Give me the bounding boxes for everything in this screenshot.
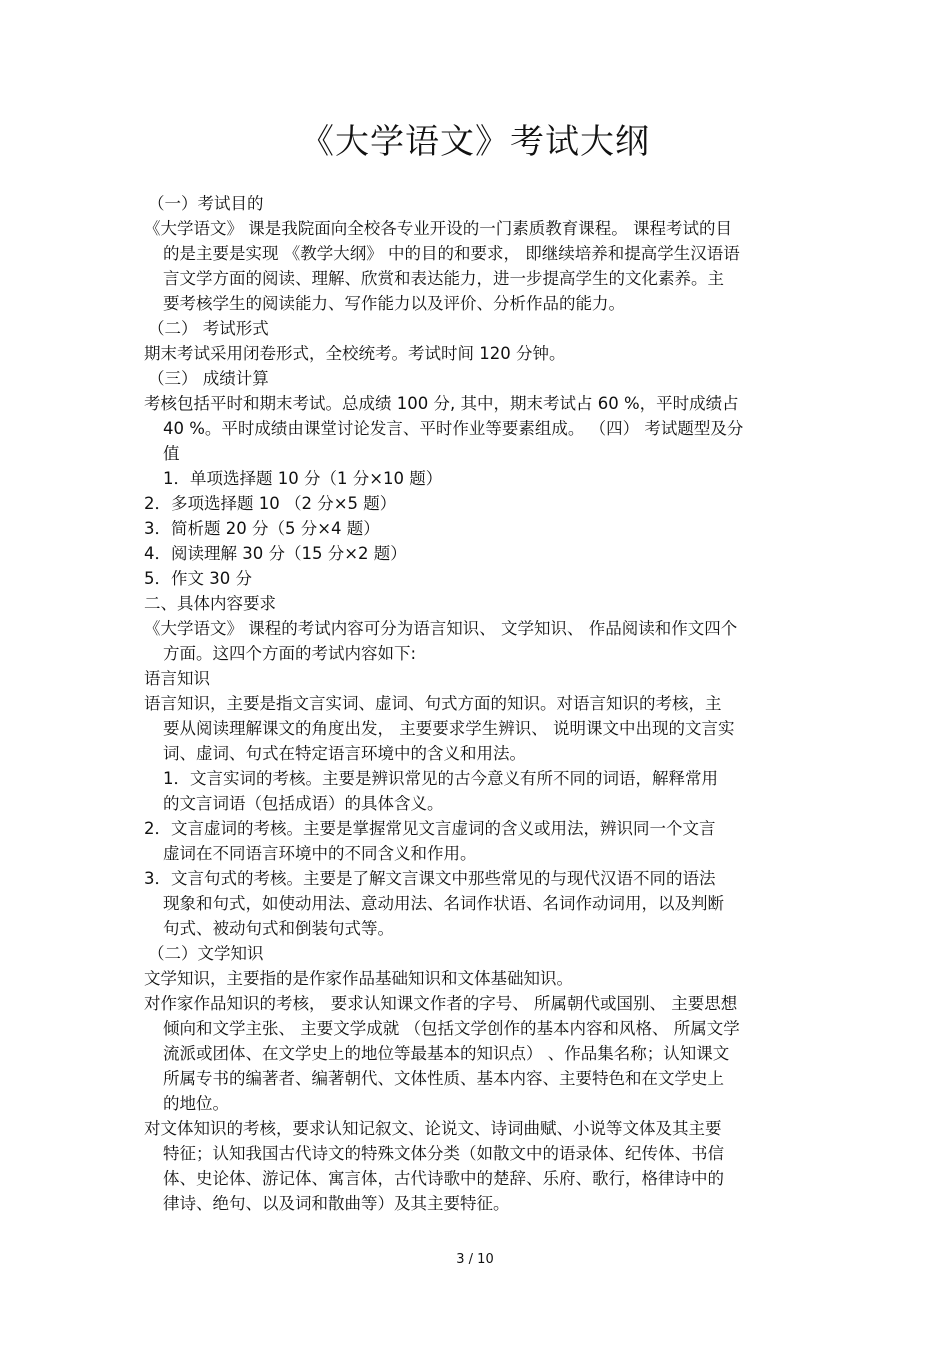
paragraph-line: 的地位。 [163,1094,229,1113]
section-heading: （一）考试目的 [148,194,264,213]
paragraph-line: 虚词在不同语言环境中的不同含义和作用。 [163,844,477,863]
paragraph-line: 对文体知识的考核，要求认知记叙文、论说文、诗词曲赋、小说等文体及其主要 [144,1119,722,1138]
page-number: 3 / 10 [456,1252,494,1267]
paragraph-line: 流派或团体、在文学史上的地位等最基本的知识点） 、作品集名称；认知课文 [163,1044,730,1063]
list-item: 2．文言虚词的考核。主要是掌握常见文言虚词的含义或用法，辨识同一个文言 [144,819,716,838]
paragraph-line: 《大学语文》 课是我院面向全校各专业开设的一门素质教育课程。 课程考试的目 [144,219,732,238]
paragraph-line: 所属专书的编著者、编著朝代、文体性质、基本内容、主要特色和在文学史上 [163,1069,724,1088]
paragraph-line: 句式、被动句式和倒装句式等。 [163,919,394,938]
paragraph-line: 倾向和文学主张、 主要文学成就 （包括文学创作的基本内容和风格、 所属文学 [163,1019,740,1038]
section-heading: 语言知识 [144,669,210,688]
paragraph-line: 的是主要是实现 《教学大纲》 中的目的和要求， 即继续培养和提高学生汉语语 [163,244,740,263]
paragraph-line: 词、虚词、句式在特定语言环境中的含义和用法。 [163,744,526,763]
paragraph-line: 期末考试采用闭卷形式，全校统考。考试时间 120 分钟。 [144,344,566,363]
list-item: 1．文言实词的考核。主要是辨识常见的古今意义有所不同的词语，解释常用 [163,769,718,788]
paragraph-line: 对作家作品知识的考核， 要求认知课文作者的字号、 所属朝代或国别、 主要思想 [144,994,738,1013]
list-item: 1．单项选择题 10 分（1 分×10 题） [163,469,443,488]
paragraph-line: 现象和句式，如使动用法、意动用法、名词作状语、名词作动词用，以及判断 [163,894,724,913]
section-heading: 二、具体内容要求 [144,594,276,613]
paragraph-line: 言文学方面的阅读、理解、欣赏和表达能力，进一步提高学生的文化素养。主 [163,269,724,288]
section-heading: （三） 成绩计算 [148,369,269,388]
list-item: 3．文言句式的考核。主要是了解文言课文中那些常见的与现代汉语不同的语法 [144,869,716,888]
paragraph-line: 语言知识，主要是指文言实词、虚词、句式方面的知识。对语言知识的考核，主 [144,694,722,713]
document-title: 《大学语文》考试大纲 [300,122,650,162]
list-item: 3．简析题 20 分（5 分×4 题） [144,519,380,538]
paragraph-line: 律诗、绝句、以及词和散曲等）及其主要特征。 [163,1194,510,1213]
list-item: 4．阅读理解 30 分（15 分×2 题） [144,544,407,563]
paragraph-line: 要从阅读理解课文的角度出发， 主要要求学生辨识、 说明课文中出现的文言实 [163,719,735,738]
list-item: 2．多项选择题 10 （2 分×5 题） [144,494,397,513]
paragraph-line: 《大学语文》 课程的考试内容可分为语言知识、 文学知识、 作品阅读和作文四个 [144,619,738,638]
paragraph-line: 考核包括平时和期末考试。总成绩 100 分, 其中，期末考试占 60 %，平时成绩占 [144,394,739,413]
paragraph-line: 方面。这四个方面的考试内容如下: [163,644,417,663]
paragraph-line: 体、史论体、游记体、寓言体，古代诗歌中的楚辞、乐府、歌行，格律诗中的 [163,1169,724,1188]
paragraph-line: 文学知识，主要指的是作家作品基础知识和文体基础知识。 [144,969,573,988]
section-heading: （二）文学知识 [148,944,264,963]
paragraph-line: 值 [163,444,180,463]
paragraph-line: 要考核学生的阅读能力、写作能力以及评价、分析作品的能力。 [163,294,625,313]
section-heading: （二） 考试形式 [148,319,269,338]
paragraph-line: 40 %。平时成绩由课堂讨论发言、平时作业等要素组成。 （四） 考试题型及分 [163,419,744,438]
paragraph-line: 特征；认知我国古代诗文的特殊文体分类（如散文中的语录体、纪传体、书信 [163,1144,724,1163]
paragraph-line: 的文言词语（包括成语）的具体含义。 [163,794,444,813]
list-item: 5．作文 30 分 [144,569,252,588]
